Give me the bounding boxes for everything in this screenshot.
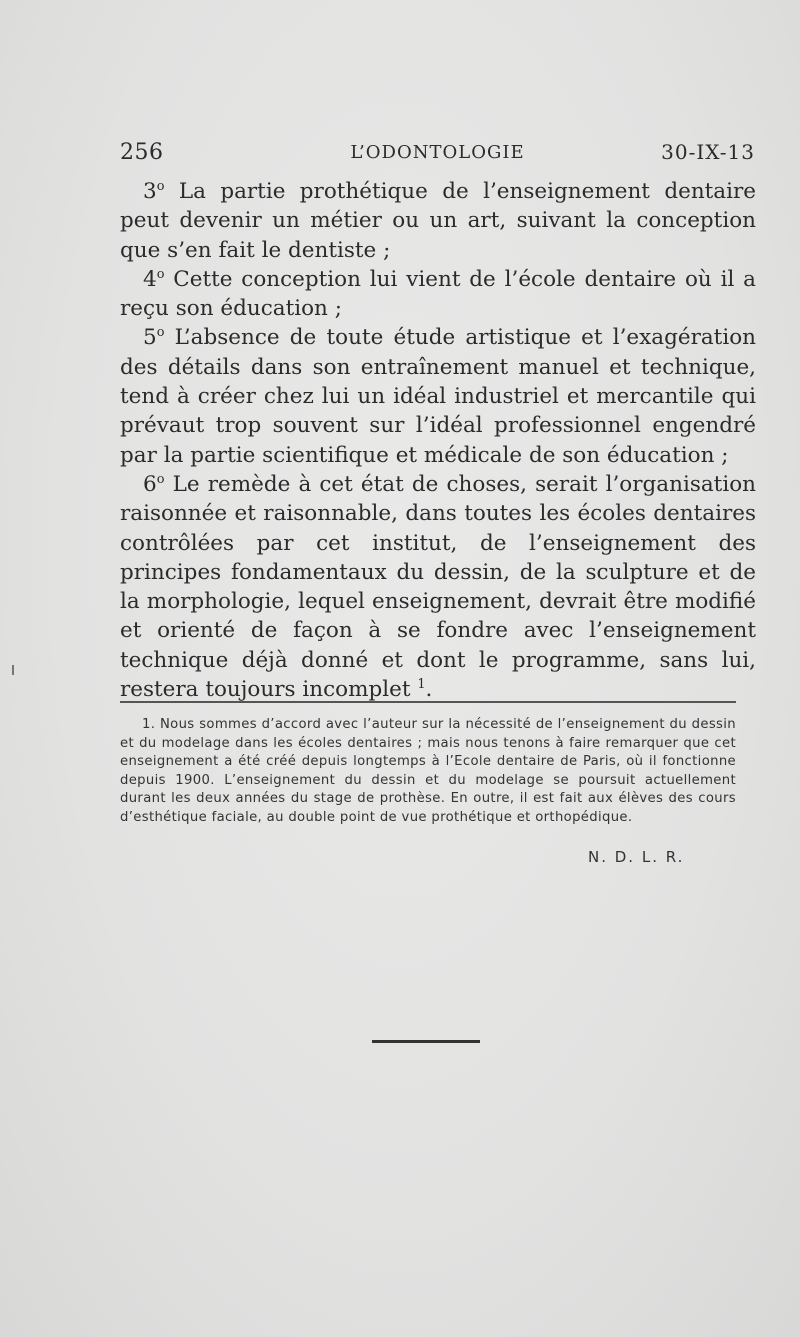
footnote-divider [120,701,736,703]
issue-date: 30-IX-13 [661,140,755,164]
section-end-rule [372,1040,480,1043]
page-edge-mark [12,665,14,675]
running-header [120,140,755,172]
paragraph-6: 6$^o$ Le remède à cet état de choses, serait l’organisation raisonnée et raisonnable, dans toutes les écoles dentaires contrôlées par cet institut, de l’enseignement des principes fondamentaux du dessin, de la sculpture et de la morphologie, lequel enseignement, devrait être modifié et orienté de façon à se fondre avec l’enseignement technique déjà donné et dont le programme, sans lui, restera toujours incomplet $^1$. [120,471,756,703]
footnote-marker: 1. [142,717,156,732]
footnote-reference[interactable]: 1 [417,676,426,692]
page-number: 256 [120,140,164,165]
editorial-signature: N. D. L. R. [588,848,685,866]
paragraph-4: 4$^o$ Cette conception lui vient de l’école dentaire où il a reçu son éducation ; [120,266,756,322]
footnote [120,716,736,828]
paragraph-5: 5$^o$ L’absence de toute étude artistique et l’exagération des détails dans son entraînement manuel et technique, tend à créer chez lui un idéal industriel et mercantile qui prévaut trop souvent sur l’idéal professionnel engendré par la partie scientifique et médicale de son éducation ; [120,325,756,468]
main-text [120,177,756,704]
journal-title: L’ODONTOLOGIE [350,142,525,163]
paragraph-3: 3$^o$ La partie prothétique de l’enseignement dentaire peut devenir un métier ou un art, suivant la conception que s’en fait le dentiste ; [120,178,756,263]
footnote-text: Nous sommes d’accord avec l’auteur sur la nécessité de l’enseignement du dessin et du modelage dans les écoles dentaires ; mais nous tenons à faire remarquer que cet enseignement a été créé depuis longtemps à l’Ecole dentaire de Paris, où il fonctionne depuis 1900. L’enseignement du dessin et du modelage se poursuit actuellement durant les deux années du stage de prothèse. En outre, il est fait aux élèves des cours d’esthétique faciale, au double point de vue prothétique et orthopédique. [120,717,736,825]
